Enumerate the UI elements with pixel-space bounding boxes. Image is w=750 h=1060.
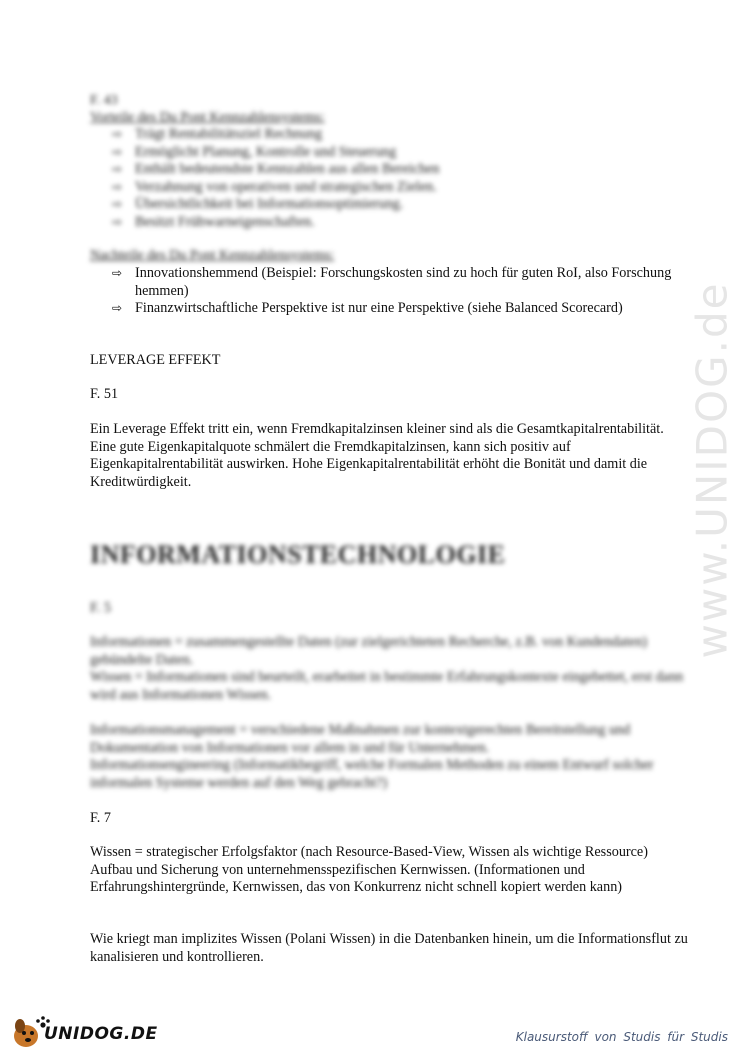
arrow-icon: ⇨ (112, 266, 123, 280)
paragraph: Eine gute Eigenkapitalquote schmälert die Fremdkapitalzinsen, kann sich positiv auf Eigenkapitalrentabilität auswirken. Hohe Eigenkapitalrentabilität erhöht die Bonität und damit die Kreditwürdigkeit. (90, 438, 648, 490)
it-definitions-1 (90, 634, 690, 704)
arrow-icon: ⇨ (112, 179, 123, 194)
paragraph: Informationsmanagement = verschiedene Maßnahmen zur kontextgerechten Bereitstellung und Dokumentation von Informationen vor allem in und für Unternehmen. (90, 722, 631, 756)
list-item: ⇨ Ermöglicht Planung, Kontrolle und Steuerung (112, 143, 397, 160)
list-item: ⇨ Trägt Rentabilitätsziel Rechnung (112, 126, 323, 142)
advantages-list (90, 126, 690, 231)
paragraph: Wie kriegt man implizites Wissen (Polani Wissen) in die Datenbanken hinein, um die Informationsflut zu kanalisieren und kontrollieren. (90, 931, 688, 965)
list-item: ⇨ Übersichtlichkeit bei Informationsoptimierung. (112, 196, 404, 212)
advantages-title: Vorteile des Du Pont Kennzahlensystems: (90, 110, 325, 125)
page-ref-f5: F. 5 (90, 600, 111, 616)
knowledge-text (90, 844, 690, 897)
logo-text: UNIDOG.DE (44, 1024, 158, 1044)
arrow-icon: ⇨ (112, 214, 123, 229)
footer-slogan: Klausurstoff von Studis für Studis (515, 1030, 728, 1044)
arrow-icon: ⇨ (112, 162, 123, 176)
page-ref-f7: F. 7 (90, 810, 111, 826)
paragraph: Informationsengineering (Informatikbegriff, welche Formalen Methoden zu einem Entwurf solcher informalen Systeme werden auf den Weg gebracht?) (90, 757, 654, 791)
page-ref-f51: F. 51 (90, 386, 119, 402)
list-item: ⇨ Verzahnung von operativen und strategischen Zielen. (112, 178, 437, 195)
arrow-icon: ⇨ (112, 144, 123, 159)
leverage-text (90, 421, 690, 491)
arrow-icon: ⇨ (112, 301, 123, 315)
list-item: ⇨ Finanzwirtschaftliche Perspektive ist nur eine Perspektive (siehe Balanced Scorecard) (112, 300, 623, 316)
list-item: ⇨ Enthält bedeutendste Kennzahlen aus allen Bereichen (112, 161, 440, 177)
paragraph: Informationen = zusammengestellte Daten (zur zielgerichteten Recherche, z.B. von Kundendaten) gebündelte Daten. (90, 634, 648, 668)
list-item: ⇨ Innovationshemmend (Beispiel: Forschungskosten sind zu hoch für guten RoI, also Forschung hemmen) (112, 265, 672, 299)
disadvantages-title: Nachteile des Du Pont Kennzahlensystems: (90, 248, 335, 263)
paragraph: Ein Leverage Effekt tritt ein, wenn Fremdkapitalzinsen kleiner sind als die Gesamtkapitalrentabilität. (90, 421, 664, 437)
disadvantages-list (90, 265, 690, 318)
paragraph: Wissen = strategischer Erfolgsfaktor (nach Resource-Based-View, Wissen als wichtige Ressource) (90, 844, 648, 860)
watermark: www.UNIDOG.de (687, 281, 737, 659)
list-item: ⇨ Besitzt Frühwarneigenschaften. (112, 213, 315, 230)
arrow-icon: ⇨ (112, 197, 123, 211)
implicit-knowledge-text (90, 931, 690, 966)
it-heading: INFORMATIONSTECHNOLOGIE (90, 540, 506, 569)
paragraph: Aufbau und Sicherung von unternehmensspezifischen Kernwissen. (Informationen und Erfahrungshintergründe, Kernwissen, das von Konkurrenz nicht schnell kopiert werden kann) (90, 861, 623, 895)
leverage-heading: LEVERAGE EFFEKT (90, 352, 221, 368)
arrow-icon: ⇨ (112, 127, 123, 141)
paragraph: Wissen = Informationen sind beurteilt, erarbeitet in bestimmte Erfahrungskontexte eingebettet, erst dann wird aus Informationen Wissen. (90, 669, 684, 703)
it-definitions-2 (90, 722, 690, 792)
page-ref-f43: F. 43 (90, 93, 118, 108)
